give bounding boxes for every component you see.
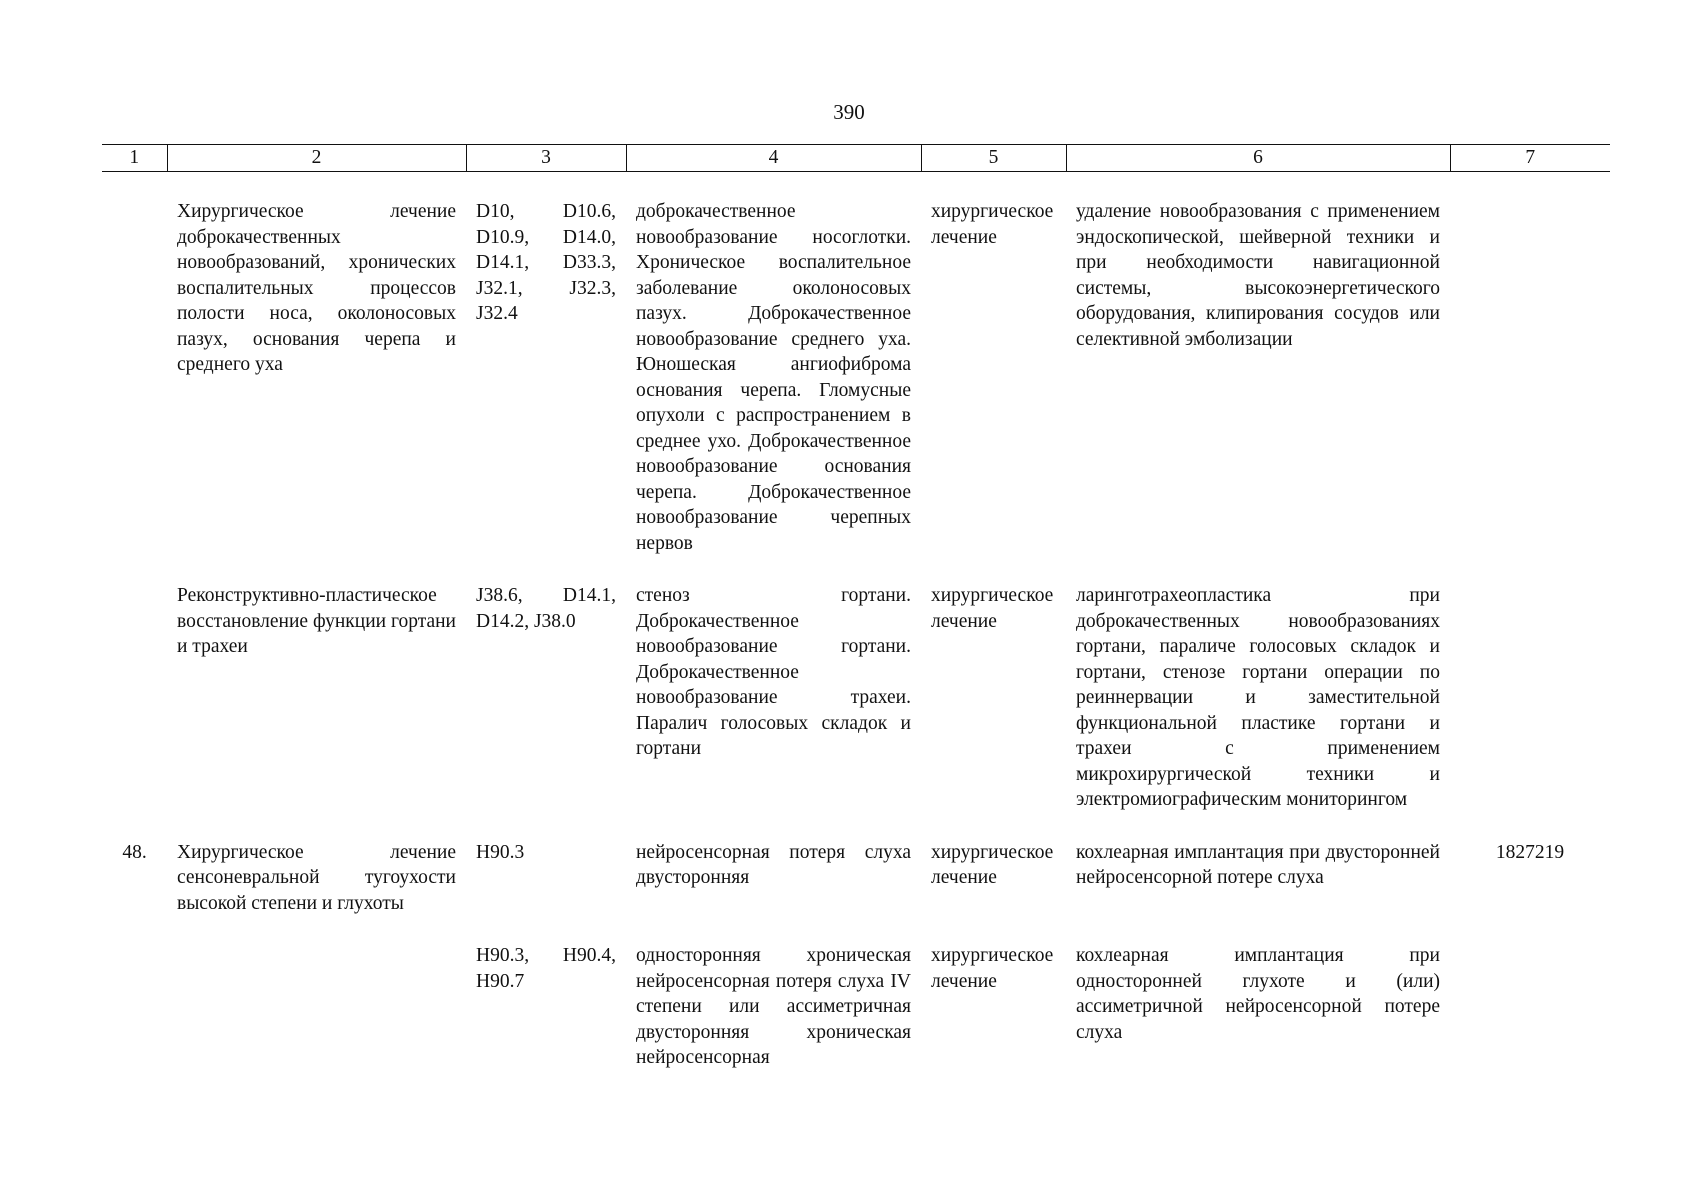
column-header-7: 7 [1450,145,1610,172]
table-row [102,199,1610,556]
treatment-method: кохлеарная имплантация при двусторонней нейросенсорной потере слуха [1076,841,1440,888]
row-number: 48. [122,841,147,863]
standard-cost [1450,199,1610,556]
column-header-5: 5 [921,145,1066,172]
table-row [102,583,1610,813]
table-header [102,145,1610,172]
care-type-name [167,943,466,1071]
column-header-6: 6 [1066,145,1450,172]
treatment-type: хирургическое лечение [931,841,1054,888]
treatment-type: хирургическое лечение [931,585,1054,632]
page-number: 390 [833,100,865,124]
icd-codes: H90.3, H90.4, H90.7 [476,945,616,992]
icd-codes: H90.3 [476,841,525,863]
row-number [102,199,167,556]
column-header-3: 3 [466,145,626,172]
treatment-method: ларинготрахеопластика при доброкачественных новообразованиях гортани, параличе голосовых складок и гортани, стенозе гортани операции по реиннервации и заместительной функциональной пластике гортани и трахеи с применением микрохирургической техники и электромиографическим мониторингом [1076,585,1440,810]
care-type-name: Хирургическое лечение доброкачественных новообразований, хронических воспалительных процессов полости носа, околоносовых пазух, основания черепа и среднего уха [177,201,456,375]
row-number [102,583,167,813]
standard-cost: 1827219 [1495,841,1565,863]
table-body [102,172,1610,1071]
treatment-type: хирургическое лечение [931,201,1054,248]
table-row [102,840,1610,917]
medical-care-table [102,144,1610,1071]
standard-cost [1450,583,1610,813]
column-header-1: 1 [102,145,167,172]
care-type-name: Реконструктивно-пластическое восстановление функции гортани и трахеи [177,585,456,657]
column-header-4: 4 [626,145,921,172]
icd-codes: J38.6, D14.1, D14.2, J38.0 [476,585,616,632]
patient-model: нейросенсорная потеря слуха двусторонняя [636,841,911,888]
icd-codes: D10, D10.6, D10.9, D14.0, D14.1, D33.3, J32.1, J32.3, J32.4 [476,201,616,324]
column-header-2: 2 [167,145,466,172]
standard-cost [1450,943,1610,1071]
row-number [102,943,167,1071]
treatment-method: кохлеарная имплантация при односторонней глухоте и (или) ассиметричной нейросенсорной потере слуха [1076,945,1440,1043]
patient-model: доброкачественное новообразование носоглотки. Хроническое воспалительное заболевание околоносовых пазух. Доброкачественное новообразование среднего уха. Юношеская ангиофиброма основания черепа. Гломусные опухоли с распространением в среднее ухо. Доброкачественное новообразование основания черепа. Доброкачественное новообразование черепных нервов [636,201,911,554]
care-type-name: Хирургическое лечение сенсоневральной тугоухости высокой степени и глухоты [177,841,456,914]
patient-model: односторонняя хроническая нейросенсорная потеря слуха IV степени или ассиметричная двусторонняя хроническая нейросенсорная [636,945,911,1068]
column-number-row [102,145,1610,172]
patient-model: стеноз гортани. Доброкачественное новообразование гортани. Доброкачественное новообразование трахеи. Паралич голосовых складок и гортани [636,585,911,759]
table-row [102,943,1610,1071]
treatment-type: хирургическое лечение [931,945,1054,992]
treatment-method: удаление новообразования с применением эндоскопической, шейверной техники и при необходимости навигационной системы, высокоэнергетического оборудования, клипирования сосудов или селективной эмболизации [1076,201,1440,350]
